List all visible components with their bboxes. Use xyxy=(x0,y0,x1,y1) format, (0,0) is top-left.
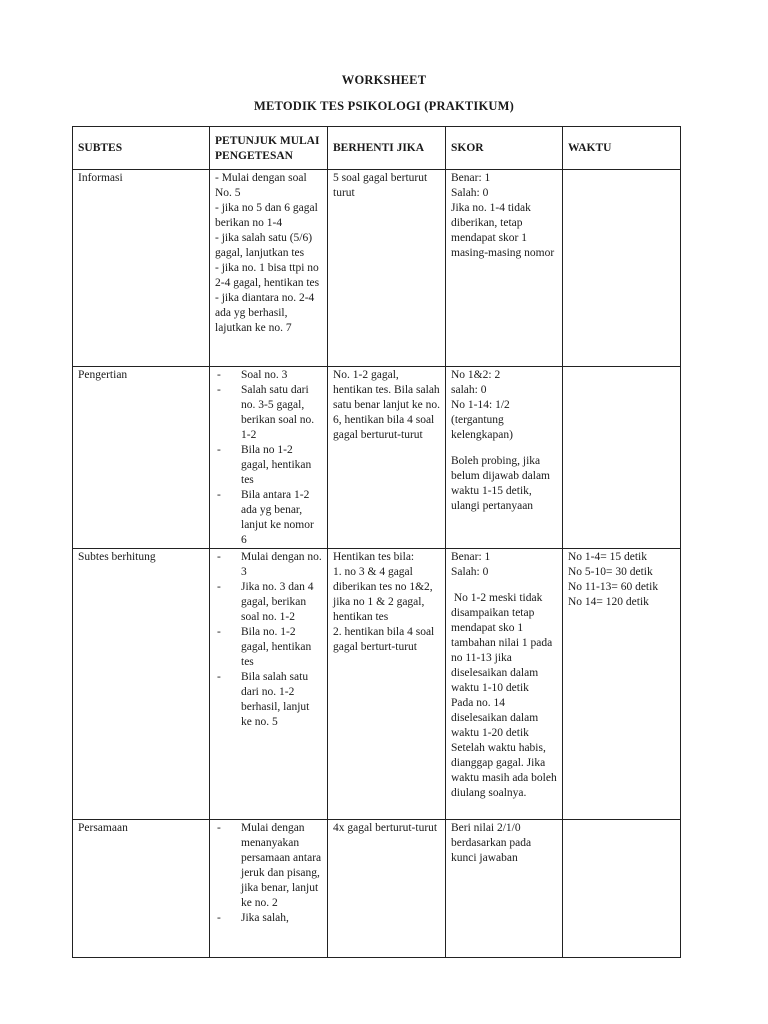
petunjuk-list xyxy=(215,368,322,548)
cell-skor xyxy=(446,170,563,367)
skor-line: Benar: 1 xyxy=(451,551,491,563)
list-item: - Bila antara 1-2 ada yg benar, lanjut ke nomor 6 xyxy=(215,488,322,548)
cell-skor xyxy=(446,820,563,958)
list-item: - Jika no. 3 dan 4 gagal, berikan soal no. 1-2 xyxy=(215,580,322,625)
skor-line: Pada no. 14 diselesaikan dalam waktu 1-20 detik xyxy=(451,697,542,739)
waktu-line: No 5-10= 30 detik xyxy=(568,566,653,578)
header-waktu: WAKTU xyxy=(563,127,681,170)
waktu-line: No 14= 120 detik xyxy=(568,596,649,608)
header-berhenti: BERHENTI JIKA xyxy=(328,127,446,170)
list-item: - Jika salah, xyxy=(215,911,322,926)
petunjuk-list xyxy=(215,550,322,730)
list-item: - Salah satu dari no. 3-5 gagal, berikan soal no. 1-2 xyxy=(215,383,322,443)
skor-line: No 1&2: 2 xyxy=(451,369,501,381)
header-skor: SKOR xyxy=(446,127,563,170)
cell-berhenti xyxy=(328,367,446,549)
cell-subtes: Persamaan xyxy=(73,820,210,958)
cell-subtes: Subtes berhitung xyxy=(73,549,210,820)
cell-petunjuk xyxy=(210,549,328,820)
waktu-line: No 1-4= 15 detik xyxy=(568,551,647,563)
skor-line: Salah: 0 xyxy=(451,566,489,578)
skor-line: No 1-14: 1/2 (tergantung kelengkapan) xyxy=(451,399,513,441)
cell-subtes: Pengertian xyxy=(73,367,210,549)
cell-waktu xyxy=(563,170,681,367)
cell-skor xyxy=(446,549,563,820)
worksheet-table xyxy=(72,126,681,958)
berhenti-line: No. 1-2 gagal, hentikan tes. Bila salah satu benar lanjut ke no. 6, hentikan bila 4 soal gagal berturut-turut xyxy=(333,369,443,441)
berhenti-line: 1. no 3 & 4 gagal diberikan tes no 1&2, jika no 1 & 2 gagal, hentikan tes xyxy=(333,566,436,623)
table-row xyxy=(73,367,681,549)
petunjuk-line: - jika diantara no. 2-4 ada yg berhasil, lajutkan ke no. 7 xyxy=(215,292,318,334)
petunjuk-list xyxy=(215,821,322,926)
document-subtitle: METODIK TES PSIKOLOGI (PRAKTIKUM) xyxy=(254,99,514,113)
berhenti-line: 4x gagal berturut-turut xyxy=(333,822,438,834)
cell-waktu xyxy=(563,820,681,958)
document-title: WORKSHEET xyxy=(341,73,427,87)
paragraph-gap xyxy=(451,580,557,591)
table-header-row xyxy=(73,127,681,170)
cell-petunjuk xyxy=(210,367,328,549)
table-row xyxy=(73,549,681,820)
cell-petunjuk xyxy=(210,820,328,958)
cell-petunjuk xyxy=(210,170,328,367)
skor-line: Jika no. 1-4 tidak diberikan, tetap mendapat skor 1 masing-masing nomor xyxy=(451,202,555,259)
waktu-line: No 11-13= 60 detik xyxy=(568,581,659,593)
list-item: - Mulai dengan menanyakan persamaan antara jeruk dan pisang, jika benar, lanjut ke no. 2 xyxy=(215,821,322,911)
petunjuk-line: - Mulai dengan soal No. 5 xyxy=(215,172,310,199)
skor-line: Boleh probing, jika belum dijawab dalam waktu 1-15 detik, ulangi pertanyaan xyxy=(451,455,553,512)
skor-line: Salah: 0 xyxy=(451,187,489,199)
cell-berhenti xyxy=(328,820,446,958)
list-item: - Bila no 1-2 gagal, hentikan tes xyxy=(215,443,322,488)
skor-line: No 1-2 meski tidak disampaikan tetap mendapat sko 1 tambahan nilai 1 pada no 11-13 jika diselesaikan dalam waktu 1-10 detik xyxy=(451,592,556,694)
berhenti-line: Hentikan tes bila: xyxy=(333,551,415,563)
berhenti-line: 2. hentikan bila 4 soal gagal berturt-turut xyxy=(333,626,438,653)
list-item: - Bila salah satu dari no. 1-2 berhasil, lanjut ke no. 5 xyxy=(215,670,322,730)
berhenti-line: 5 soal gagal berturut turut xyxy=(333,172,431,199)
skor-line: Setelah waktu habis, dianggap gagal. Jika waktu masih ada boleh diulang soalnya. xyxy=(451,742,560,799)
header-petunjuk: PETUNJUK MULAI PENGETESAN xyxy=(210,127,328,170)
cell-waktu xyxy=(563,367,681,549)
cell-berhenti xyxy=(328,170,446,367)
list-item: - Soal no. 3 xyxy=(215,368,322,383)
petunjuk-line: - jika salah satu (5/6) gagal, lanjutkan tes xyxy=(215,232,315,259)
cell-berhenti xyxy=(328,549,446,820)
skor-line: Benar: 1 xyxy=(451,172,491,184)
list-item: - Mulai dengan no. 3 xyxy=(215,550,322,580)
table-row xyxy=(73,170,681,367)
petunjuk-line: - jika no 5 dan 6 gagal berikan no 1-4 xyxy=(215,202,321,229)
cell-skor xyxy=(446,367,563,549)
paragraph-gap xyxy=(451,443,557,454)
cell-subtes: Informasi xyxy=(73,170,210,367)
petunjuk-line: - jika no. 1 bisa ttpi no 2-4 gagal, hentikan tes xyxy=(215,262,322,289)
cell-waktu xyxy=(563,549,681,820)
skor-line: salah: 0 xyxy=(451,384,487,396)
list-item: - Bila no. 1-2 gagal, hentikan tes xyxy=(215,625,322,670)
skor-line: Beri nilai 2/1/0 berdasarkan pada kunci jawaban xyxy=(451,822,535,864)
header-subtes: SUBTES xyxy=(73,127,210,170)
table-row xyxy=(73,820,681,958)
